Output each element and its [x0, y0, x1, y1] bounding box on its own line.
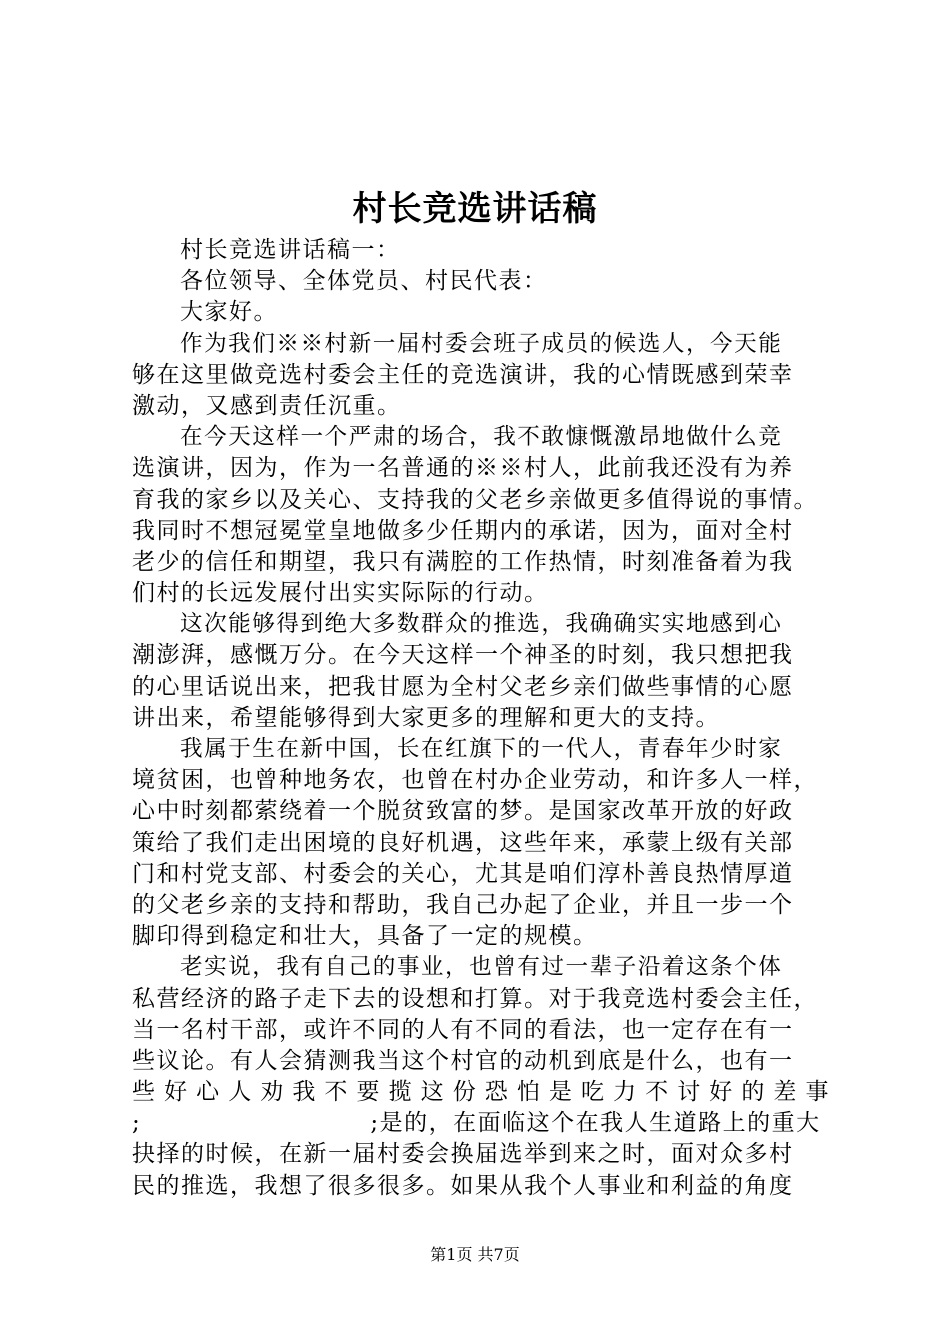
text-line: 们村的长远发展付出实实际际的行动。 [132, 580, 549, 607]
text-line: 激动，又感到责任沉重。 [132, 392, 402, 419]
document-title: 村长竞选讲话稿 [352, 189, 598, 229]
text-line: 抉择的时候，在新一届村委会换届选举到来之时，面对众多村 [132, 1141, 794, 1168]
text-line: 够在这里做竞选村委会主任的竞选演讲，我的心情既感到荣幸 [132, 361, 794, 388]
text-line: 我同时不想冠冕堂皇地做多少任期内的承诺，因为，面对全村 [132, 517, 794, 544]
text-line: 境贫困，也曾种地务农，也曾在村办企业劳动，和许多人一样， [132, 767, 818, 794]
text-line: 的父老乡亲的支持和帮助，我自己办起了企业，并且一步一个 [132, 891, 794, 918]
text-line: 老少的信任和期望，我只有满腔的工作热情，时刻准备着为我 [132, 548, 794, 575]
page-number-footer: 第1页 共7页 [430, 1245, 520, 1264]
text-line: 这次能够得到绝大多数群众的推选，我确确实实地感到心 [180, 611, 783, 638]
paragraph-1 [132, 329, 830, 360]
text-line: 作为我们※※村新一届村委会班子成员的候选人，今天能 [180, 330, 783, 357]
text-line: 脚印得到稳定和壮大，具备了一定的规模。 [132, 923, 598, 950]
text-line: 选演讲，因为，作为一名普通的※※村人，此前我还没有为养 [132, 455, 794, 482]
text-line: 民的推选，我想了很多很多。如果从我个人事业和利益的角度 [132, 1172, 794, 1199]
paragraph-address [132, 266, 830, 297]
text-line: 讲出来，希望能够得到大家更多的理解和更大的支持。 [132, 704, 720, 731]
text-line: 潮澎湃，感慨万分。在今天这样一个神圣的时刻，我只想把我 [132, 642, 794, 669]
paragraph-salutation [132, 235, 830, 266]
paragraph-5 [132, 952, 830, 983]
text-line: 老实说，我有自己的事业，也曾有过一辈子沿着这条个体 [180, 954, 783, 981]
paragraph-3 [132, 609, 830, 640]
text-line: 大家好。 [180, 299, 278, 326]
text-line: 私营经济的路子走下去的设想和打算。对于我竞选村委会主任， [132, 985, 818, 1012]
text-line: 各位领导、全体党员、村民代表： [180, 268, 548, 295]
text-line: 些好心人劝我不要揽这份恐怕是吃力不讨好的差事 [132, 1079, 830, 1106]
text-line: 门和村党支部、村委会的关心，尤其是咱们淳朴善良热情厚道 [132, 860, 794, 887]
text-line: 的心里话说出来，把我甘愿为全村父老乡亲们做些事情的心愿 [132, 673, 794, 700]
document-body [132, 235, 830, 1202]
text-line: 育我的家乡以及关心、支持我的父老乡亲做更多值得说的事情。 [132, 486, 818, 513]
paragraph-4 [132, 734, 830, 765]
text-line: ; ;是的，在面临这个在我人生道路上的重大 [132, 1110, 821, 1137]
paragraph-2 [132, 422, 830, 453]
paragraph-greeting [132, 297, 830, 328]
text-line: 我属于生在新中国，长在红旗下的一代人，青春年少时家 [180, 736, 783, 762]
text-line: 在今天这样一个严肃的场合，我不敢慷慨激昂地做什么竞 [180, 424, 783, 451]
text-line: 村长竞选讲话稿一： [180, 237, 401, 263]
text-line: 策给了我们走出困境的良好机遇，这些年来，承蒙上级有关部 [132, 829, 794, 856]
text-line: 些议论。有人会猜测我当这个村官的动机到底是什么，也有一 [132, 1047, 794, 1074]
text-line: 心中时刻都萦绕着一个脱贫致富的梦。是国家改革开放的好政 [132, 798, 794, 825]
text-line: 当一名村干部，或许不同的人有不同的看法，也一定存在有一 [132, 1016, 794, 1043]
